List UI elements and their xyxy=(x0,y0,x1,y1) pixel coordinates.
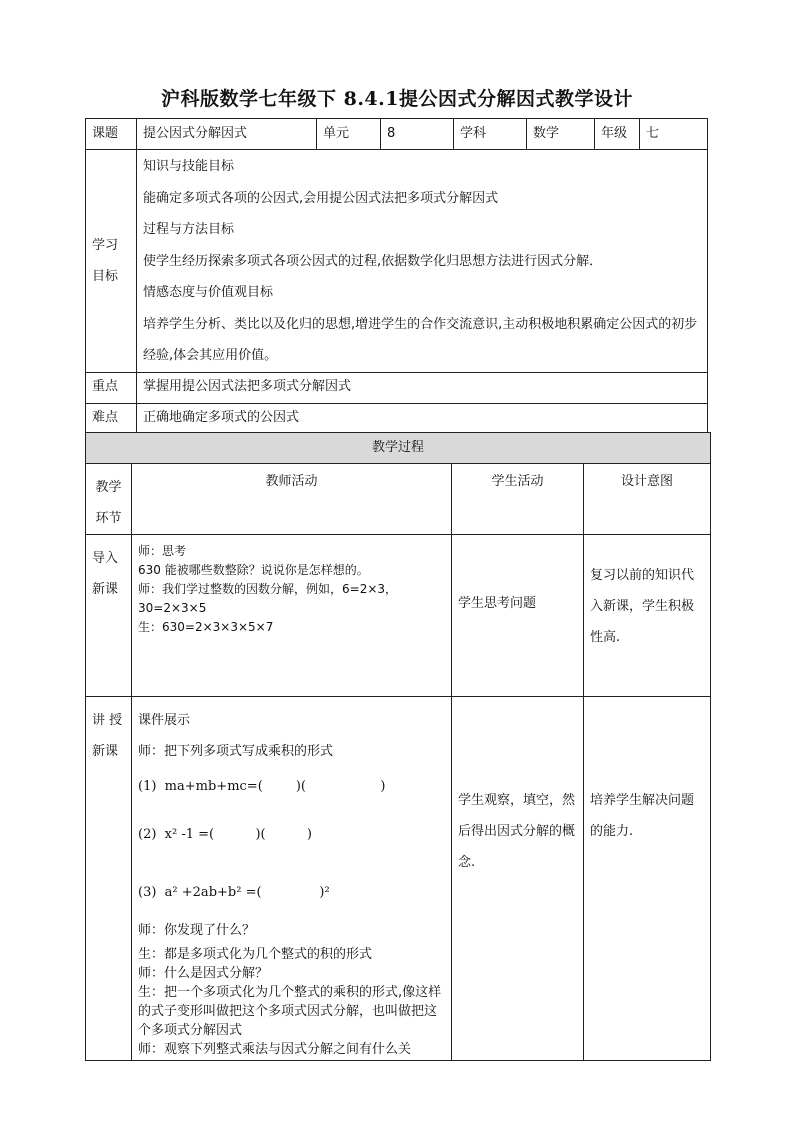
design-intent-header: 设计意图 xyxy=(584,464,711,535)
lesson-line: 师：把下列多项式写成乘积的形式 xyxy=(138,744,334,759)
student-activity-header: 学生活动 xyxy=(452,464,584,535)
stage-intro-line: 新课 xyxy=(92,582,119,597)
unit-label: 单元 xyxy=(317,119,381,150)
key-point-label: 重点 xyxy=(86,372,137,403)
formula-1: (1) ma+mb+mc=( )( ) xyxy=(138,779,386,794)
intro-line: 生：630=2×3×3×5×7 xyxy=(138,620,274,634)
goals-label xyxy=(86,150,137,373)
stage-header xyxy=(86,464,132,535)
stage-header-line: 教学 xyxy=(95,480,122,495)
formula-3: (3) a² +2ab+b² =( )² xyxy=(138,885,330,900)
teaching-process-table xyxy=(85,432,711,1061)
lesson-line: 师：观察下列整式乘法与因式分解之间有什么关 xyxy=(138,1042,412,1057)
lesson-student-activity: 学生观察，填空，然后得出因式分解的概念. xyxy=(452,697,584,1061)
lesson-line: 生：把一个多项式化为几个整式的乘积的形式,像这样的式子变形叫做把这个多项式因式分解，也叫做把这个多项式分解因式 xyxy=(138,985,442,1038)
goal-line: 情感态度与价值观目标 xyxy=(143,285,274,300)
difficulty-text: 正确地确定多项式的公因式 xyxy=(137,403,708,434)
key-point-text: 掌握用提公因式法把多项式分解因式 xyxy=(137,372,708,403)
goal-line: 过程与方法目标 xyxy=(143,222,235,237)
process-title: 教学过程 xyxy=(86,433,711,464)
difficulty-label: 难点 xyxy=(86,403,137,434)
stage-header-line: 环节 xyxy=(95,511,122,526)
stage-lesson-line: 讲 授 xyxy=(92,713,123,728)
grade-value: 七 xyxy=(640,119,708,150)
lesson-line: 生：都是多项式化为几个整式的积的形式 xyxy=(138,947,373,962)
teacher-activity-header: 教师活动 xyxy=(132,464,452,535)
document-title: 沪科版数学七年级下 8.4.1提公因式分解因式教学设计 xyxy=(160,88,633,110)
subject-value: 数学 xyxy=(527,119,595,150)
lesson-teacher-activity xyxy=(132,697,452,1061)
lesson-line: 课件展示 xyxy=(138,713,191,728)
intro-line: 师：思考 xyxy=(138,544,187,558)
lesson-line: 师：什么是因式分解？ xyxy=(138,966,269,981)
intro-line: 师：我们学过整数的因数分解，例如，6=2×3，30=2×3×5 xyxy=(138,582,398,615)
goal-line: 知识与技能目标 xyxy=(143,159,235,174)
stage-lesson-line: 新课 xyxy=(92,744,119,759)
grade-label: 年级 xyxy=(595,119,640,150)
unit-value: 8 xyxy=(381,119,454,150)
stage-lesson xyxy=(86,697,132,1061)
goal-line: 培养学生分析、类比以及化归的思想,增进学生的合作交流意识,主动积极地积累确定公因式的初步经验,体会其应用价值。 xyxy=(143,316,698,363)
subject-label: 学科 xyxy=(454,119,527,150)
goal-line: 能确定多项式各项的公因式,会用提公因式法把多项式分解因式 xyxy=(143,190,499,206)
intro-line: 630 能被哪些数整除？说说你是怎样想的。 xyxy=(138,563,369,577)
goals-label-line: 学习 xyxy=(92,237,119,253)
goal-line: 使学生经历探索多项式各项公因式的过程,依据数学化归思想方法进行因式分解． xyxy=(143,253,603,269)
topic-value: 提公因式分解因式 xyxy=(137,119,317,150)
lesson-info-table xyxy=(85,118,708,435)
lesson-design-intent: 培养学生解决问题的能力. xyxy=(584,697,711,1061)
intro-design-intent: 复习以前的知识代入新课，学生积极性高. xyxy=(584,535,711,697)
stage-intro-line: 导入 xyxy=(92,551,119,566)
lesson-line: 师：你发现了什么？ xyxy=(138,923,256,938)
formula-2: (2) x² -1 =( )( ) xyxy=(138,827,312,842)
goals-label-line: 目标 xyxy=(92,268,119,284)
stage-intro xyxy=(86,535,132,697)
intro-teacher-activity xyxy=(132,535,452,697)
goals-content xyxy=(137,150,708,373)
intro-student-activity: 学生思考问题 xyxy=(452,535,584,697)
topic-label: 课题 xyxy=(86,119,137,150)
